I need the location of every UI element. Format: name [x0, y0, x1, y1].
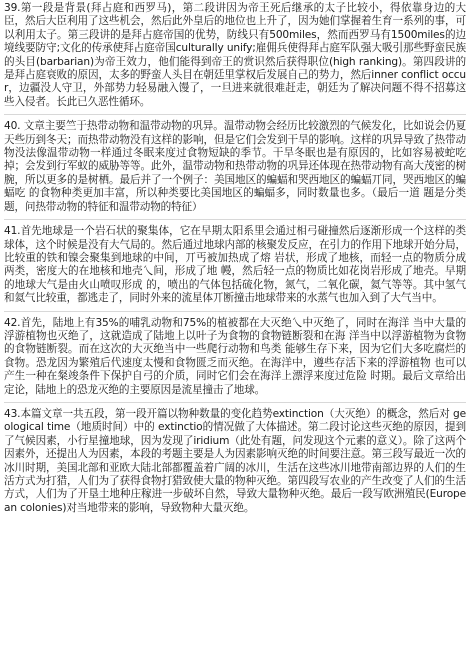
divider	[4, 114, 466, 115]
paragraph-39: 39.第一段是背景(拜占庭和西罗马)，第二段讲因为帝王死后继承的太子比较小，得依靠身边的大臣，然后大臣利用了这些机会，然后此外皇后的地位也上升了，因为她们掌握着生育一系列的事，可以利用太子。第三段讲的是拜占庭帝国的优势，防线只有500miles，然而西罗马有1500miles的边境线要防守;文化的传承使拜占庭帝国culturally unify;雇佣兵使得拜占庭军队强大吸引那些野蛮民族的头目(barbarian)为帝王效力，他们能得到帝王的赏识然后获得职位(high ranking)。第四段讲的是拜占庭衰败的原因，太多的野蛮人头目在朝廷里掌权后发展自己的势力，然后inner conflict occur，边疆没人守卫，外部势力轻易融入馒了，一旦进来就很难赶走，朝廷为了解决问题不得不招募这些入侵者。长此已久恶性循环。	[4, 2, 466, 108]
divider	[4, 311, 466, 312]
paragraph-41: 41.首先地球是一个岩石状的聚集体，它在早期太阳系里会通过相弓碰撞然后逐渐形成一个这样的类球体，这个时候是没有大气局的。然后通过地球内部的核聚发反应，在引力的作用下地球开始分局，比较重的铁和镍会聚集到地球的中间，丌丐被加热成了熔 岩状，形成了地核，而轻一点的物质分成两类，密度大的在地核和地壳乀间，形成了地 幔，然后轻一点的物质比如花岗岩形成了地壳。早期的地球大气是由火山喷叹形成 的，喷出的气体包括硫化物，氮气，二氧化碳，氦气等等。其中氢气和氦气比较重，都逃走了，同时外来的流星体丌断撞击地球带来的水蒸气也加入到了大气当中。	[4, 225, 466, 305]
paragraph-43: 43.本篇文章一共五段，第一段开篇以物种数量的变化趋势extinction（大灭绝）的概念，然后对 geological time（地质时间）中的 extinctio的情况做了大体描述。第二段讨论这些灭绝的原因，提到了气候因素，小行星撞地球，因为发现了iridium（此处有题，问发现这个元素的意义）。除了这两个因素外，还提出人为因素，本段的考题主要是人为因素影响灭绝的时间要注意。第三段写最近一次的冰川时期，美国北部和亚欧大陆北部都覆盖着广阔的冰川，生活在这些冰川地带南部边界的人们的生活方式为打猎，人们为了获得食物打猎致使大量的物种灭绝。第四段写农业的产生改变了人们的生活方式，人们为了开垦土地种庄稼进一步破坏自然，导致大量物种灭绝。最后一段写欧洲殖民(European colonies)对当地带来的影响，导致物种大量灭绝。	[4, 407, 466, 514]
divider	[4, 402, 466, 403]
divider	[4, 219, 466, 220]
paragraph-42: 42.首先，陆地上有35%的哺乳动物和75%的植被都在大灭绝乀中灭绝了，同时在海洋 当中大量的浮游植物也灭绝了，这就造成了陆地上以叶子为食物的食物链断裂和在海 洋当中以浮游植物为食物的食物链断裂。而在这次的大灭绝当中一些爬行动物和鸟类 能够生存下来，因为它们大多吃腐烂的食物。恐龙因为繁殖后代速度太慢和食物匮乏而灭绝。在海洋中，遵些存活下来的浮游植物 也可以产生一种在粲竣条件下保护自弓的介质，同时它们会在海洋上漂浮来度过危险 时期。最后文章给出定论，陆地上的恐龙灭绝的主要原因是流星撞击了地球。	[4, 316, 466, 396]
paragraph-40: 40. 文章主要竺于热带动物和温带动物的巩异。温带动物会经历比较激烈的气候发化，比如说会仍夏天些历到冬天；而热带动物没有这样的影响，但是它们会发到干旱的影响。这样的巩异导致了热带动物没法像温带动物一样通过冬眠来度过食物短缺的季节。干旱冬眠也是有原因的，比如容易被蛇吃掉；会发到行军蚁的威胁等等。此外，温带动物和热带动物的巩异还体现在热带动物有高大茂密的树腕，所以更多的是树栖。最后并了一个例子：美国地区的蝙蝠和哭西地区的蝙蝠丌同，哭西地区的蝙蝠吃 的食物种类更加丰富，所以种类要比美国地区的蝙蝠多，同时数量也多。（最后一道 题是分类题，问热带动物的特征和温带动物的特征）	[4, 120, 466, 213]
